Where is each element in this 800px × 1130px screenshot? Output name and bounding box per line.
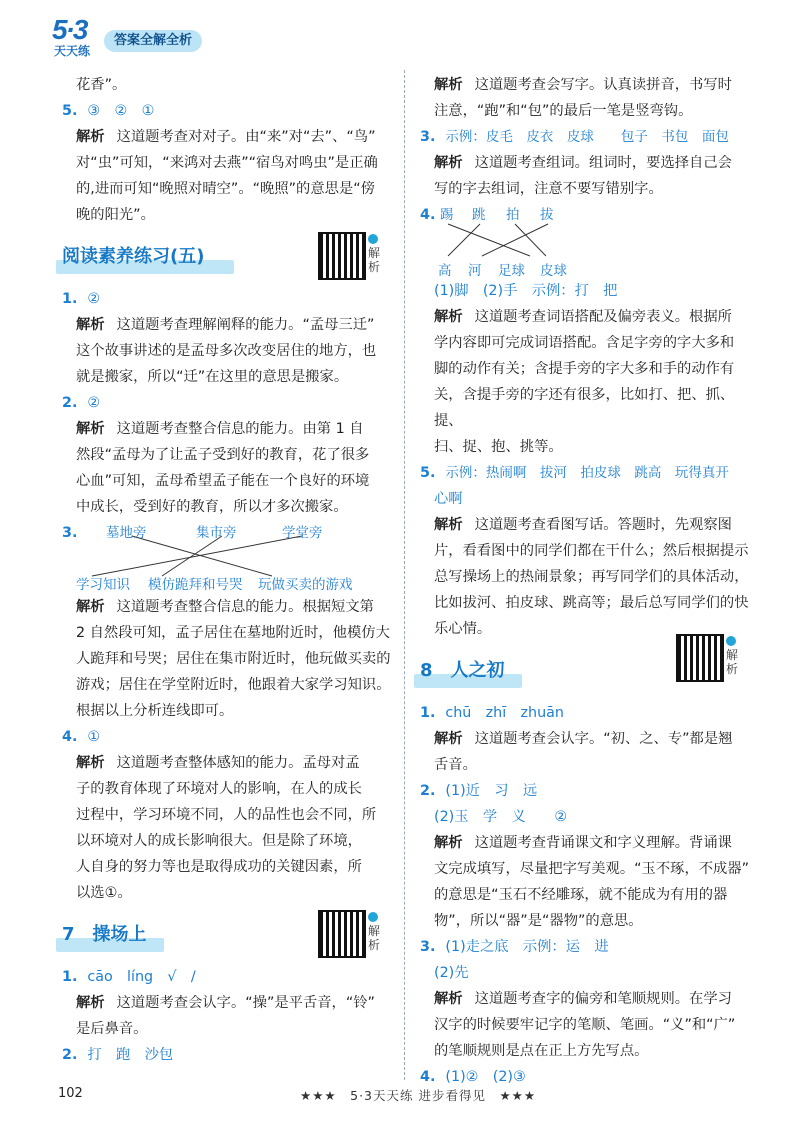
analysis-text: 子的教育体现了环境对人的影响，在人的成长: [76, 781, 362, 797]
analysis-label: 解析: [434, 991, 463, 1007]
analysis-label: 解析: [434, 517, 463, 533]
question-number: 4.: [420, 207, 436, 223]
analysis-text: 乐心情。: [434, 621, 492, 637]
analysis-text: 写的字去组词，注意不要写错别字。: [434, 181, 663, 197]
answer: (1)② (2)③: [445, 1069, 526, 1085]
analysis-label: 解析: [76, 317, 105, 333]
answer: (1)近 习 远: [445, 783, 538, 799]
question-number: 3.: [420, 129, 436, 145]
logo-sub: 天天练: [54, 44, 91, 58]
analysis-text: 中成长，受到好的教育，所以才多次搬家。: [76, 499, 348, 515]
answer: chū zhī zhuān: [445, 705, 564, 721]
play-icon: [368, 912, 378, 922]
match-bottom-item: 高: [438, 263, 452, 279]
analysis-text: 这道题考查整合信息的能力。根据短文第: [116, 599, 374, 615]
right-column: [420, 72, 750, 1090]
analysis-label: 解析: [434, 155, 463, 171]
match-bottom-item: 河: [468, 263, 482, 279]
answer: 打 跑 沙包: [87, 1047, 174, 1063]
analysis-text: 脚的动作有关；含提手旁的字大多和手的动作有: [434, 361, 735, 377]
question-number: 2.: [62, 1047, 78, 1063]
analysis-text: 这道题考查看图写话。答题时，先观察图: [474, 517, 732, 533]
analysis-text: 的笔顺规则是点在正上方先写点。: [434, 1043, 649, 1059]
question-number: 3.: [62, 525, 78, 541]
analysis-text: 这道题考查组词。组词时，要选择自己会: [474, 155, 732, 171]
analysis-text: 这个故事讲述的是孟母多次改变居住的地方，也: [76, 343, 377, 359]
question-number: 1.: [62, 969, 78, 985]
analysis-text: 这道题考查对对子。由“来”对“去”、“鸟”: [116, 129, 376, 145]
qr-label: 解析: [725, 648, 738, 676]
section-title-reading: [56, 238, 392, 280]
match-bottom-item: 玩做买卖的游戏: [258, 577, 353, 593]
match-bottom-item: 模仿跪拜和号哭: [148, 577, 243, 593]
logo-text: 5·3: [52, 14, 87, 45]
answer: (2)玉 学 义 ②: [434, 809, 568, 825]
match-top-item: 跳: [472, 207, 486, 223]
match-top-item: 拔: [540, 207, 554, 223]
analysis-label: 解析: [76, 129, 105, 145]
match-top-item: 墓地旁: [106, 525, 147, 541]
header-title-pill: 答案全解全析: [104, 30, 202, 52]
answer: 示例：热闹啊 拔河 拍皮球 跳高 玩得真开: [445, 465, 729, 481]
answer: 心啊: [434, 491, 463, 507]
analysis-text: 舌音。: [434, 757, 477, 773]
page-number: 102: [58, 1086, 83, 1101]
match-top-item: 集市旁: [196, 525, 237, 541]
answer: (1)脚 (2)手 示例：打 把: [434, 283, 618, 299]
analysis-text: 晚的阳光”。: [76, 207, 155, 223]
analysis-text: 以环境对人的成长影响很大。但是除了环境，: [76, 833, 362, 849]
answer: cāo líng √ /: [87, 969, 196, 985]
analysis-text: 汉字的时候要牢记字的笔顺、笔画。“义”和“广”: [434, 1017, 736, 1033]
analysis-text: 的意思是“玉石不经雕琢，就不能成为有用的器: [434, 887, 728, 903]
question-number: 2.: [420, 783, 436, 799]
question-number: 4.: [62, 729, 78, 745]
analysis-text: 游戏；居住在学堂附近时，他跟着大家学习知识。: [76, 677, 391, 693]
qr-code-icon[interactable]: [318, 910, 366, 958]
question-number: 1.: [420, 705, 436, 721]
analysis-text: 片，看看图中的同学们都在干什么；然后根据提示: [434, 543, 749, 559]
match-line: [448, 224, 530, 256]
analysis-label: 解析: [434, 835, 463, 851]
analysis-text: 这道题考查背诵课文和字义理解。背诵课: [474, 835, 732, 851]
answer: ③ ② ①: [87, 103, 155, 119]
analysis-text: 这道题考查整合信息的能力。由第 1 自: [116, 421, 364, 437]
analysis-text: 过程中，学习环境不同，人的品性也会不同，所: [76, 807, 377, 823]
question-number: 2.: [62, 395, 78, 411]
footer-slogan: ★★★ 5·3天天练 进步看得见 ★★★: [300, 1088, 537, 1103]
qr-label: 解析: [367, 924, 380, 952]
analysis-text: 这道题考查整体感知的能力。孟母对孟: [116, 755, 360, 771]
analysis-text: 这道题考查词语搭配及偏旁表义。根据所: [474, 309, 732, 325]
analysis-label: 解析: [434, 731, 463, 747]
analysis-text: 比如拔河、拍皮球、跳高等；最后总写同学们的快: [434, 595, 749, 611]
play-icon: [368, 234, 378, 244]
section-title-lesson8: [414, 648, 750, 694]
analysis-label: 解析: [434, 77, 463, 93]
answer: ②: [87, 291, 101, 307]
match-bottom-item: 足球: [498, 263, 525, 279]
analysis-label: 解析: [434, 309, 463, 325]
matching-diagram-q3: [62, 520, 392, 594]
analysis-label: 解析: [76, 421, 105, 437]
question-number: 1.: [62, 291, 78, 307]
analysis-text: 总写操场上的热闹景象；再写同学们的具体活动，: [434, 569, 749, 585]
analysis-text: 然段“孟母为了让孟子受到好的教育，花了很多: [76, 447, 370, 463]
page-header: [0, 0, 800, 64]
section-title-text: 8 人之初: [420, 660, 505, 681]
analysis-text: 物”，所以“器”是“器物”的意思。: [434, 913, 643, 929]
answer: ①: [87, 729, 101, 745]
play-icon: [726, 636, 736, 646]
text-line: 花香”。: [76, 77, 127, 93]
match-top-item: 踢: [440, 207, 454, 223]
analysis-text: 学内容即可完成词语搭配。含足字旁的字大多和: [434, 335, 735, 351]
analysis-text: 关，含提手旁的字还有很多，比如打、把、抓、提、: [434, 387, 735, 429]
answer: 示例：皮毛 皮衣 皮球 包子 书包 面包: [445, 129, 729, 145]
brand-logo: [52, 14, 104, 58]
analysis-text: 对“虫”可知，“来鸿对去燕”“宿鸟对鸣虫”是正确: [76, 155, 378, 171]
qr-code-icon[interactable]: [676, 634, 724, 682]
section-title-lesson7: [56, 916, 392, 958]
analysis-text: 的,进而可知“晚照对晴空”。“晚照”的意思是“傍: [76, 181, 375, 197]
question-number: 5.: [420, 465, 436, 481]
analysis-text: 人跪拜和号哭；居住在集市附近时，他玩做买卖的: [76, 651, 391, 667]
match-bottom-item: 皮球: [540, 263, 567, 279]
qr-code-icon[interactable]: [318, 232, 366, 280]
analysis-text: 这道题考查会写字。认真读拼音，书写时: [474, 77, 732, 93]
question-number: 3.: [420, 939, 436, 955]
answer: (1)走之底 示例：运 进: [445, 939, 609, 955]
match-bottom-item: 学习知识: [76, 577, 130, 593]
answer: (2)先: [434, 965, 469, 981]
match-line: [515, 224, 546, 256]
analysis-text: 这道题考查会认字。“初、之、专”都是翘: [474, 731, 733, 747]
question-number: 4.: [420, 1069, 436, 1085]
analysis-text: 以选①。: [76, 885, 132, 901]
analysis-text: 是后鼻音。: [76, 1021, 148, 1037]
match-top-item: 学堂旁: [282, 525, 323, 541]
column-divider: [404, 70, 405, 1080]
analysis-text: 注意，“跑”和“包”的最后一笔是竖弯钩。: [434, 103, 693, 119]
match-line: [448, 224, 480, 256]
analysis-text: 扫、捉、抱、挑等。: [434, 439, 563, 455]
analysis-text: 这道题考查会认字。“操”是平舌音，“铃”: [116, 995, 375, 1011]
analysis-text: 2 自然段可知，孟子居住在墓地附近时，他模仿大: [76, 625, 390, 641]
analysis-text: 文完成填写，尽量把字写美观。“玉不琢，不成器”: [434, 861, 750, 877]
answer: ②: [87, 395, 101, 411]
qr-label: 解析: [367, 246, 380, 274]
match-top-item: 拍: [506, 207, 520, 223]
analysis-text: 就是搬家，所以“迁”在这里的意思是搬家。: [76, 369, 349, 385]
left-column: [62, 72, 392, 1068]
analysis-text: 心血”可知，孟母希望孟子能在一个良好的环境: [76, 473, 370, 489]
analysis-text: 这道题考查理解阐释的能力。“孟母三迁”: [116, 317, 375, 333]
question-number: 5.: [62, 103, 78, 119]
match-line: [482, 224, 548, 256]
matching-diagram-q4: [420, 202, 750, 278]
section-title-text: 7 操场上: [62, 924, 147, 945]
analysis-text: 这道题考查字的偏旁和笔顺规则。在学习: [474, 991, 732, 1007]
analysis-label: 解析: [76, 755, 105, 771]
section-title-text: 阅读素养练习(五): [62, 246, 205, 267]
analysis-label: 解析: [76, 995, 105, 1011]
analysis-text: 根据以上分析连线即可。: [76, 703, 234, 719]
analysis-text: 人自身的努力等也是取得成功的关键因素，所: [76, 859, 362, 875]
analysis-label: 解析: [76, 599, 105, 615]
